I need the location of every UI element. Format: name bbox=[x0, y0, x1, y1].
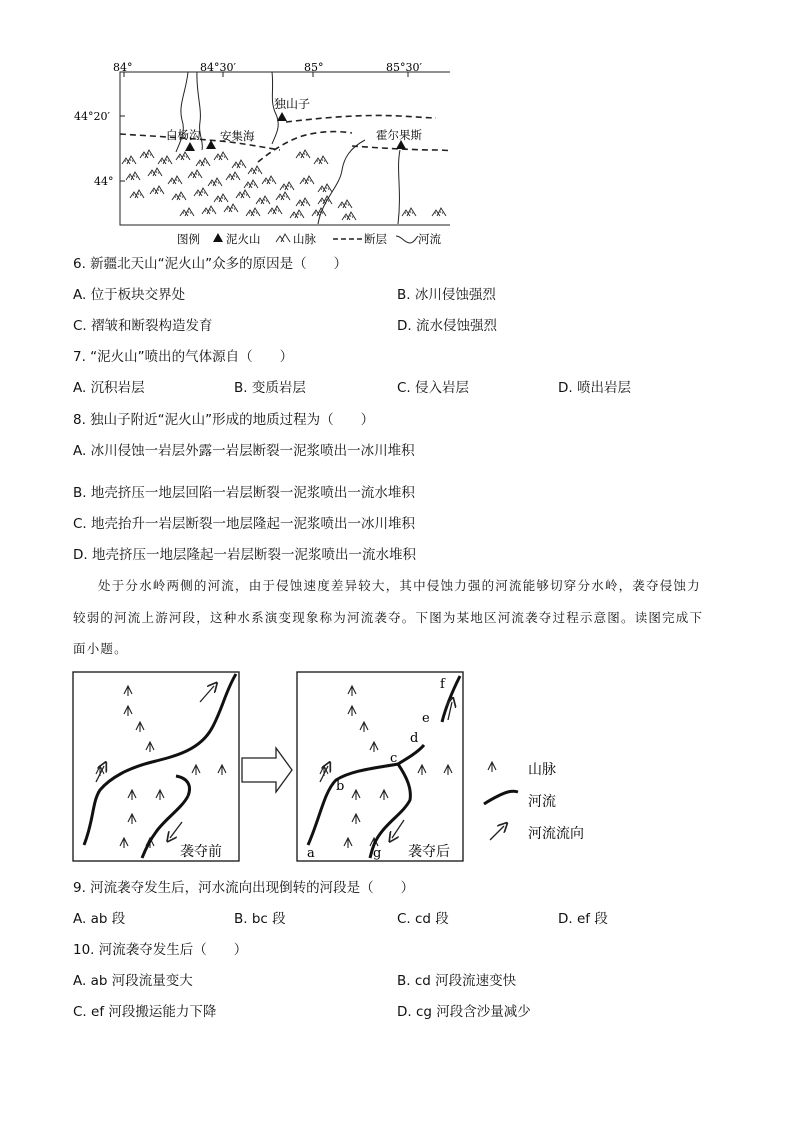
svg-text:b: b bbox=[336, 779, 345, 794]
mud-volcano-markers bbox=[185, 112, 406, 151]
svg-text:河流: 河流 bbox=[528, 794, 556, 810]
question-9-option-c[interactable]: C. cd 段 bbox=[397, 911, 449, 927]
svg-text:f: f bbox=[440, 677, 445, 692]
place-baiyanggou: 白杨沟 bbox=[166, 128, 201, 142]
diagram-legend bbox=[484, 762, 584, 842]
question-8-option-a[interactable]: A. 冰川侵蚀一岩层外露一岩层断裂一泥浆喷出一冰川堆积 bbox=[73, 443, 415, 459]
svg-text:山脉: 山脉 bbox=[528, 762, 556, 778]
question-6-option-c[interactable]: C. 褶皱和断裂构造发育 bbox=[73, 318, 213, 334]
map-legend bbox=[177, 232, 441, 246]
passage-line-1: 处于分水岭两侧的河流，由于侵蚀速度差异较大，其中侵蚀力强的河流能够切穿分水岭，袭夺侵蚀力 bbox=[98, 578, 701, 593]
volcano-baiyanggou bbox=[185, 142, 195, 151]
svg-text:e: e bbox=[422, 711, 430, 726]
question-10-stem: 10. 河流袭夺发生后（ ） bbox=[73, 942, 248, 958]
rivers bbox=[176, 72, 450, 224]
question-10-option-c[interactable]: C. ef 河段搬运能力下降 bbox=[73, 1004, 217, 1020]
question-7-option-d[interactable]: D. 喷出岩层 bbox=[558, 380, 631, 396]
question-8-option-b[interactable]: B. 地壳挤压一地层回陷一岩层断裂一泥浆喷出一流水堆积 bbox=[73, 485, 415, 501]
lat-label-4420: 44°20′ bbox=[74, 110, 110, 123]
after-caption: 袭夺后 bbox=[408, 844, 450, 860]
svg-text:泥火山: 泥火山 bbox=[226, 232, 261, 246]
question-6-stem: 6. 新疆北天山“泥火山”众多的原因是（ ） bbox=[73, 256, 348, 272]
svg-text:a: a bbox=[307, 846, 315, 861]
passage-line-3: 面小题。 bbox=[73, 641, 128, 656]
question-7-stem: 7. “泥火山”喷出的气体源自（ ） bbox=[73, 349, 294, 365]
river-capture-diagram bbox=[66, 664, 606, 870]
svg-text:山脉: 山脉 bbox=[293, 232, 316, 246]
question-8-option-c[interactable]: C. 地壳抬升一岩层断裂一地层隆起一泥浆喷出一冰川堆积 bbox=[73, 516, 416, 532]
lon-label-85: 85° bbox=[304, 61, 324, 74]
question-9-option-b[interactable]: B. bc 段 bbox=[234, 911, 286, 927]
volcano-anjihai bbox=[206, 140, 216, 149]
lon-label-8530: 85°30′ bbox=[386, 61, 422, 74]
place-horgos: 霍尔果斯 bbox=[376, 128, 422, 142]
question-9-option-a[interactable]: A. ab 段 bbox=[73, 911, 126, 927]
question-8-option-d[interactable]: D. 地壳挤压一地层隆起一岩层断裂一泥浆喷出一流水堆积 bbox=[73, 547, 416, 563]
question-6-option-b[interactable]: B. 冰川侵蚀强烈 bbox=[397, 287, 496, 303]
question-7-option-b[interactable]: B. 变质岩层 bbox=[234, 380, 306, 396]
place-anjihai: 安集海 bbox=[220, 129, 255, 143]
lat-label-44: 44° bbox=[94, 175, 114, 188]
lon-label-8430: 84°30′ bbox=[200, 61, 236, 74]
svg-text:g: g bbox=[373, 846, 382, 861]
transition-arrow bbox=[242, 748, 292, 792]
svg-text:d: d bbox=[410, 731, 419, 746]
before-caption: 袭夺前 bbox=[180, 844, 222, 860]
question-8-stem: 8. 独山子附近“泥火山”形成的地质过程为（ ） bbox=[73, 412, 375, 428]
question-9-stem: 9. 河流袭夺发生后，河水流向出现倒转的河段是（ ） bbox=[73, 880, 415, 896]
question-6-option-a[interactable]: A. 位于板块交界处 bbox=[73, 287, 186, 303]
svg-text:断层: 断层 bbox=[364, 232, 387, 246]
place-dushanzi: 独山子 bbox=[274, 97, 311, 111]
passage-line-2: 较弱的河流上游河段，这种水系演变现象称为河流袭夺。下图为某地区河流袭夺过程示意图。读图完成下 bbox=[73, 610, 704, 625]
question-10-option-a[interactable]: A. ab 河段流量变大 bbox=[73, 973, 193, 989]
after-rivers bbox=[308, 676, 460, 858]
question-10-option-b[interactable]: B. cd 河段流速变快 bbox=[397, 973, 517, 989]
before-rivers bbox=[84, 674, 236, 858]
svg-text:c: c bbox=[390, 751, 398, 766]
volcano-dushanzi bbox=[277, 112, 287, 121]
after-flow-arrows bbox=[320, 702, 452, 838]
question-6-option-d[interactable]: D. 流水侵蚀强烈 bbox=[397, 318, 497, 334]
svg-text:河流: 河流 bbox=[418, 232, 441, 246]
question-7-option-a[interactable]: A. 沉积岩层 bbox=[73, 380, 145, 396]
lon-label-84: 84° bbox=[113, 61, 133, 74]
svg-text:河流流向: 河流流向 bbox=[528, 826, 584, 842]
question-10-option-d[interactable]: D. cg 河段含沙量减少 bbox=[397, 1004, 531, 1020]
question-9-option-d[interactable]: D. ef 段 bbox=[558, 911, 608, 927]
svg-text:图例: 图例 bbox=[177, 232, 200, 246]
mud-volcano-map bbox=[70, 60, 450, 250]
question-7-option-c[interactable]: C. 侵入岩层 bbox=[397, 380, 470, 396]
